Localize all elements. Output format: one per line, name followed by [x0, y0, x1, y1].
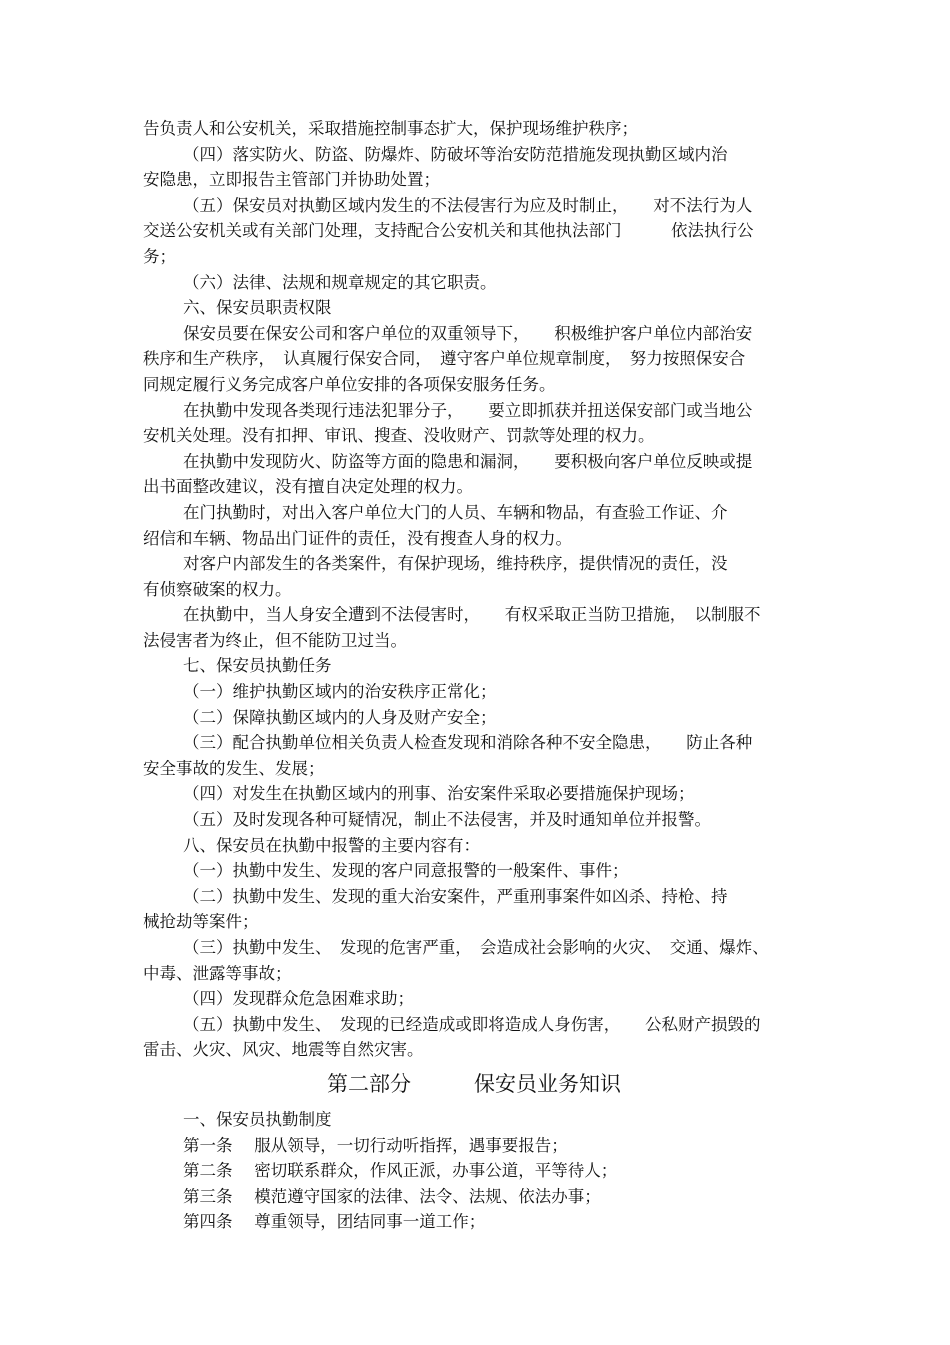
- paragraph-line: 告负责人和公安机关，采取措施控制事态扩大，保护现场维护秩序；: [143, 119, 638, 138]
- paragraph-line: 秩序和生产秩序， 认真履行保安合同， 遵守客户单位规章制度， 努力按照保安合: [143, 349, 746, 369]
- paragraph-line: （四）落实防火、防盗、防爆炸、防破坏等治安防范措施发现执勤区域内治: [183, 144, 728, 164]
- list-item: （三）配合执勤单位相关负责人检查发现和消除各种不安全隐患， 防止各种: [183, 733, 753, 753]
- rule-item: 第二条 密切联系群众，作风正派，办事公道，平等待人；: [183, 1161, 618, 1181]
- rule-item: 第三条 模范遵守国家的法律、法令、法规、依法办事；: [183, 1186, 601, 1206]
- list-item: （一）维护执勤区域内的治安秩序正常化；: [183, 682, 497, 702]
- paragraph-line: 安隐患，立即报告主管部门并协助处置；: [143, 170, 440, 190]
- paragraph-line: 对客户内部发生的各类案件，有保护现场，维持秩序，提供情况的责任，没: [183, 554, 728, 574]
- list-item: （二）保障执勤区域内的人身及财产安全；: [183, 707, 497, 727]
- list-item: （二）执勤中发生、发现的重大治安案件，严重刑事案件如凶杀、持枪、持: [183, 886, 728, 906]
- list-item: （三）执勤中发生、 发现的危害严重， 会造成社会影响的火灾、 交通、爆炸、: [183, 938, 769, 957]
- paragraph-line: 保安员要在保安公司和客户单位的双重领导下， 积极维护客户单位内部治安: [183, 323, 753, 343]
- list-item: （四）发现群众危急困难求助；: [183, 989, 414, 1009]
- paragraph-line: 绍信和车辆、物品出门证件的责任，没有搜查人身的权力。: [143, 528, 572, 548]
- paragraph-line: 务；: [143, 246, 176, 266]
- paragraph-line: 出书面整改建议，没有擅自决定处理的权力。: [143, 477, 473, 497]
- paragraph-line: 在执勤中，当人身安全遭到不法侵害时， 有权采取正当防卫措施， 以制服不: [183, 605, 761, 625]
- paragraph-line: 在门执勤时，对出入客户单位大门的人员、车辆和物品，有查验工作证、介: [183, 502, 728, 522]
- rule-item: 第一条 服从领导，一切行动听指挥，遇事要报告；: [183, 1135, 568, 1155]
- rule-item: 第四条 尊重领导，团结同事一道工作；: [183, 1212, 486, 1232]
- section-heading-8: 八、保安员在执勤中报警的主要内容有：: [183, 835, 480, 855]
- paragraph-line: （六）法律、法规和规章规定的其它职责。: [183, 272, 497, 292]
- paragraph-line: （五）保安员对执勤区域内发生的不法侵害行为应及时制止， 对不法行为人: [183, 195, 753, 215]
- section-heading-6: 六、保安员职责权限: [183, 298, 332, 318]
- part-heading: 第二部分 保安员业务知识: [327, 1071, 621, 1096]
- paragraph-line: 同规定履行义务完成客户单位安排的各项保安服务任务。: [143, 374, 556, 394]
- paragraph-line: 有侦察破案的权力。: [143, 579, 292, 599]
- list-item-continuation: 中毒、泄露等事故；: [143, 963, 292, 983]
- section-heading-1: 一、保安员执勤制度: [183, 1109, 332, 1129]
- paragraph-line: 交送公安机关或有关部门处理，支持配合公安机关和其他执法部门 依法执行公: [143, 221, 754, 241]
- paragraph-line: 在执勤中发现各类现行违法犯罪分子， 要立即抓获并扭送保安部门或当地公: [183, 400, 753, 420]
- list-item: （五）执勤中发生、 发现的已经造成或即将造成人身伤害， 公私财产损毁的: [183, 1014, 761, 1034]
- paragraph-line: 安机关处理。没有扣押、审讯、搜查、没收财产、罚款等处理的权力。: [143, 426, 655, 446]
- list-item: （四）对发生在执勤区域内的刑事、治安案件采取必要措施保护现场；: [183, 784, 695, 804]
- paragraph-line: 在执勤中发现防火、防盗等方面的隐患和漏洞， 要积极向客户单位反映或提: [183, 451, 753, 471]
- paragraph-line: 法侵害者为终止，但不能防卫过当。: [143, 630, 407, 650]
- list-item: （五）及时发现各种可疑情况，制止不法侵害，并及时通知单位并报警。: [183, 810, 711, 830]
- document-page: [143, 116, 805, 1235]
- list-item: （一）执勤中发生、发现的客户同意报警的一般案件、事件；: [183, 861, 629, 881]
- list-item-continuation: 雷击、火灾、风灾、地震等自然灾害。: [143, 1040, 424, 1060]
- section-heading-7: 七、保安员执勤任务: [183, 656, 332, 676]
- list-item-continuation: 械抢劫等案件；: [143, 912, 259, 932]
- list-item-continuation: 安全事故的发生、发展；: [143, 758, 325, 778]
